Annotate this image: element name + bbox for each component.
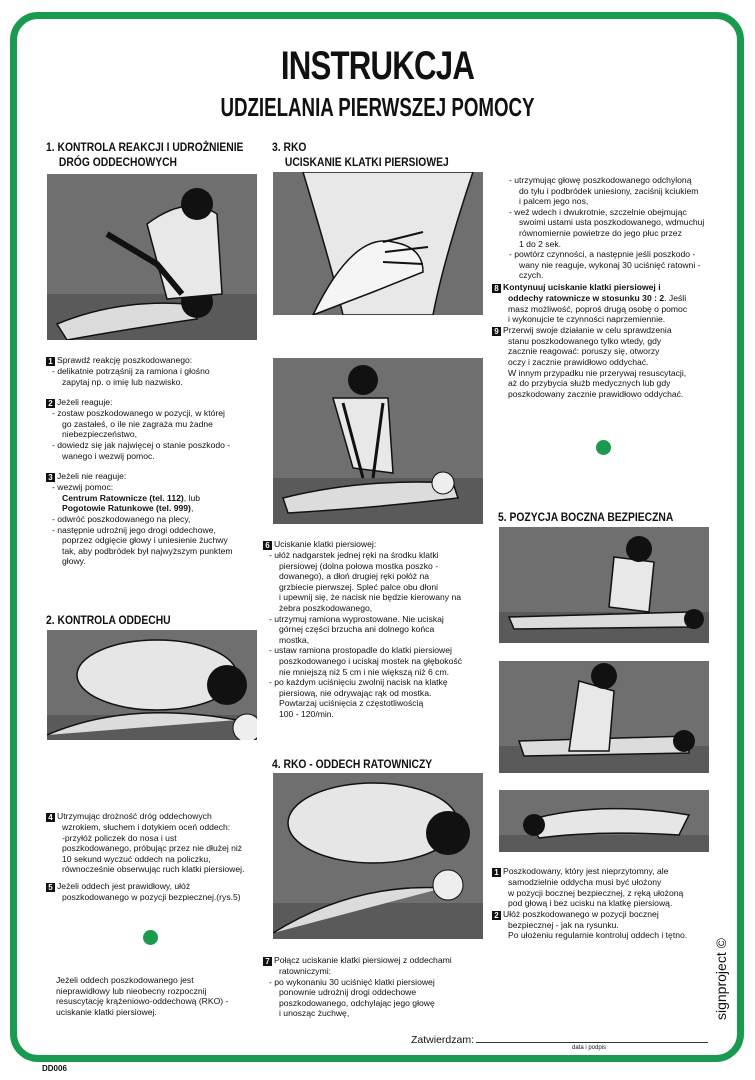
section-end-dot <box>596 440 611 455</box>
section-5-heading: 5. POZYCJA BOCZNA BEZPIECZNA <box>498 510 674 524</box>
page-title: INSTRUKCJA <box>280 44 475 88</box>
col3-recovery-text: 1 Poszkodowany, który jest nieprzytomny, ale samodzielnie oddycha musi być ułożony w pozycji bocznej bezpiecznej, z ręką ułożoną pod głową i bez ucisku na klatkę piersiową. 2 Ułóż poszkodowanego w pozycji bocznej bezpiecznej - jak na rysunku. Po ułożeniu regularnie kontroluj oddech i tętno. <box>492 866 707 941</box>
col1-note: Jeżeli oddech poszkodowanego jest nieprawidłowy lub nieobecny rozpocznij resuscytację krążeniowo-oddechową (RKO) - uciskanie klatki piersiowej. <box>56 975 229 1017</box>
section-1-heading: 1. KONTROLA REAKCJI I UDROŻNIENIE DRÓG ODDECHOWYCH <box>46 140 244 169</box>
figure-hand-placement <box>273 172 483 315</box>
col1-steps-1-3: 1 Sprawdź reakcję poszkodowanego: - delikatnie potrząśnij za ramiona i głośno zapytaj np. o imię lub nazwisko. 2 Jeżeli reaguje: - zostaw poszkodowanego w pozycji, w której go zastałeś, o ile nie zagraża mu żadne niebezpieczeństwo, - dowiedz się jak najwięcej o stanie poszkodo - wanego i wezwij pomoc. 3 Jeżeli nie reaguje: - wezwij pomoc: Centrum Ratownicze (tel. 112), lub Pogotowie Ratunkowe (tel. 999), - odwróć poszkodowanego na plecy, - następnie udrożnij jego drogi oddechowe, poprzez odgięcie głowy i uniesienie żuchwy tak, aby podbródek był najwyższym punktem głowy. <box>46 355 262 567</box>
figure-check-breathing <box>47 630 257 740</box>
figure-recovery-1 <box>499 527 709 643</box>
col2-step-6: 6 Uciskanie klatki piersiowej: - ułóż nadgarstek jednej ręki na środku klatki piersiowej (dolna połowa mostka poszko - dowanego), a dłoń drugiej ręki połóż na grzbiecie pierwszej. Spleć palce obu dłoni i upewnij się, że nacisk nie będzie kierowany na żebra poszkodowanego, - utrzymuj ramiona wyprostowane. Nie uciskaj górnej części brzucha ani dolnego końca mostka, - ustaw ramiona prostopadle do klatki piersiowej poszkodowanego i uciskaj mostek na głębokość nie mniejszą niż 5 cm i nie większą niż 6 cm. - po każdym uciśnięciu zwolnij nacisk na klatkę piersiową, nie odrywając rąk od mostka. Powtarzaj uciśnięcia z częstotliwością 100 - 120/min. <box>263 539 485 720</box>
page-subtitle: UDZIELANIA PIERWSZEJ POMOCY <box>220 92 535 122</box>
section-end-dot <box>143 930 158 945</box>
approval-label: Zatwierdzam: <box>411 1034 475 1046</box>
figure-recovery-3 <box>499 790 709 852</box>
col3-continuation: - utrzymując głowę poszkodowanego odchyloną do tyłu i podbródek uniesiony, zaciśnij kciukiem i palcem jego nos, - weź wdech i dwukrotnie, szczelnie obejmując swoimi ustami usta poszkodowanego, wdmuchuj równomiernie powietrze do jego płuc przez 1 do 2 sek. - powtórz czynności, a następnie jeśli poszkodo - wany nie reaguje, wykonaj 30 uciśnięć ratowni - czych. <box>509 175 705 281</box>
col2-step-7: 7 Połącz uciskanie klatki piersiowej z oddechami ratowniczymi: - po wykonaniu 30 uciśnięć klatki piersiowej ponownie udrożnij drogi oddechowe poszkodowanego, odchylając jego głowę i unosząc żuchwę, <box>263 955 485 1019</box>
product-code: DD006 <box>42 1064 67 1073</box>
figure-chest-compressions <box>273 358 483 524</box>
section-3-heading: 3. RKO UCISKANIE KLATKI PIERSIOWEJ <box>272 140 449 169</box>
col3-steps-8-9: 8 Kontynuuj uciskanie klatki piersiowej i oddechy ratownicze w stosunku 30 : 2. Jeśli masz możliwość, poproś drugą osobę o pomoc i wykonujcie te czynności naprzemiennie. 9 Przerwij swoje działanie w celu sprawdzenia stanu poszkodowanego tylko wtedy, gdy zacznie reagować: poruszy się, otworzy oczy i zacznie prawidłowo oddychać. W innym przypadku nie przerywaj resuscytacji, aż do przybycia służb medycznych lub gdy poszkodowany zacznie prawidłowo oddychać. <box>492 282 714 399</box>
figure-check-response <box>47 174 257 340</box>
section-2-heading: 2. KONTROLA ODDECHU <box>46 613 171 627</box>
figure-rescue-breath <box>273 773 483 939</box>
col1-steps-4-5: 4 Utrzymując drożność dróg oddechowych wzrokiem, słuchem i dotykiem oceń oddech: -przyłóż policzek do nosa i ust poszkodowanego, próbując przez nie dłużej niż 10 sekund wyczuć oddech na policzku, równocześnie obserwując ruch klatki piersiowej. 5 Jeżeli oddech jest prawidłowy, ułóż poszkodowanego w pozycji bezpiecznej.(rys.5) <box>46 811 262 903</box>
section-4-heading: 4. RKO - ODDECH RATOWNICZY <box>272 757 433 771</box>
brand-logo-text: signproject © <box>713 938 729 1020</box>
figure-recovery-2 <box>499 661 709 773</box>
approval-sublabel: data i podpis <box>572 1045 607 1051</box>
signature-line <box>476 1042 708 1043</box>
